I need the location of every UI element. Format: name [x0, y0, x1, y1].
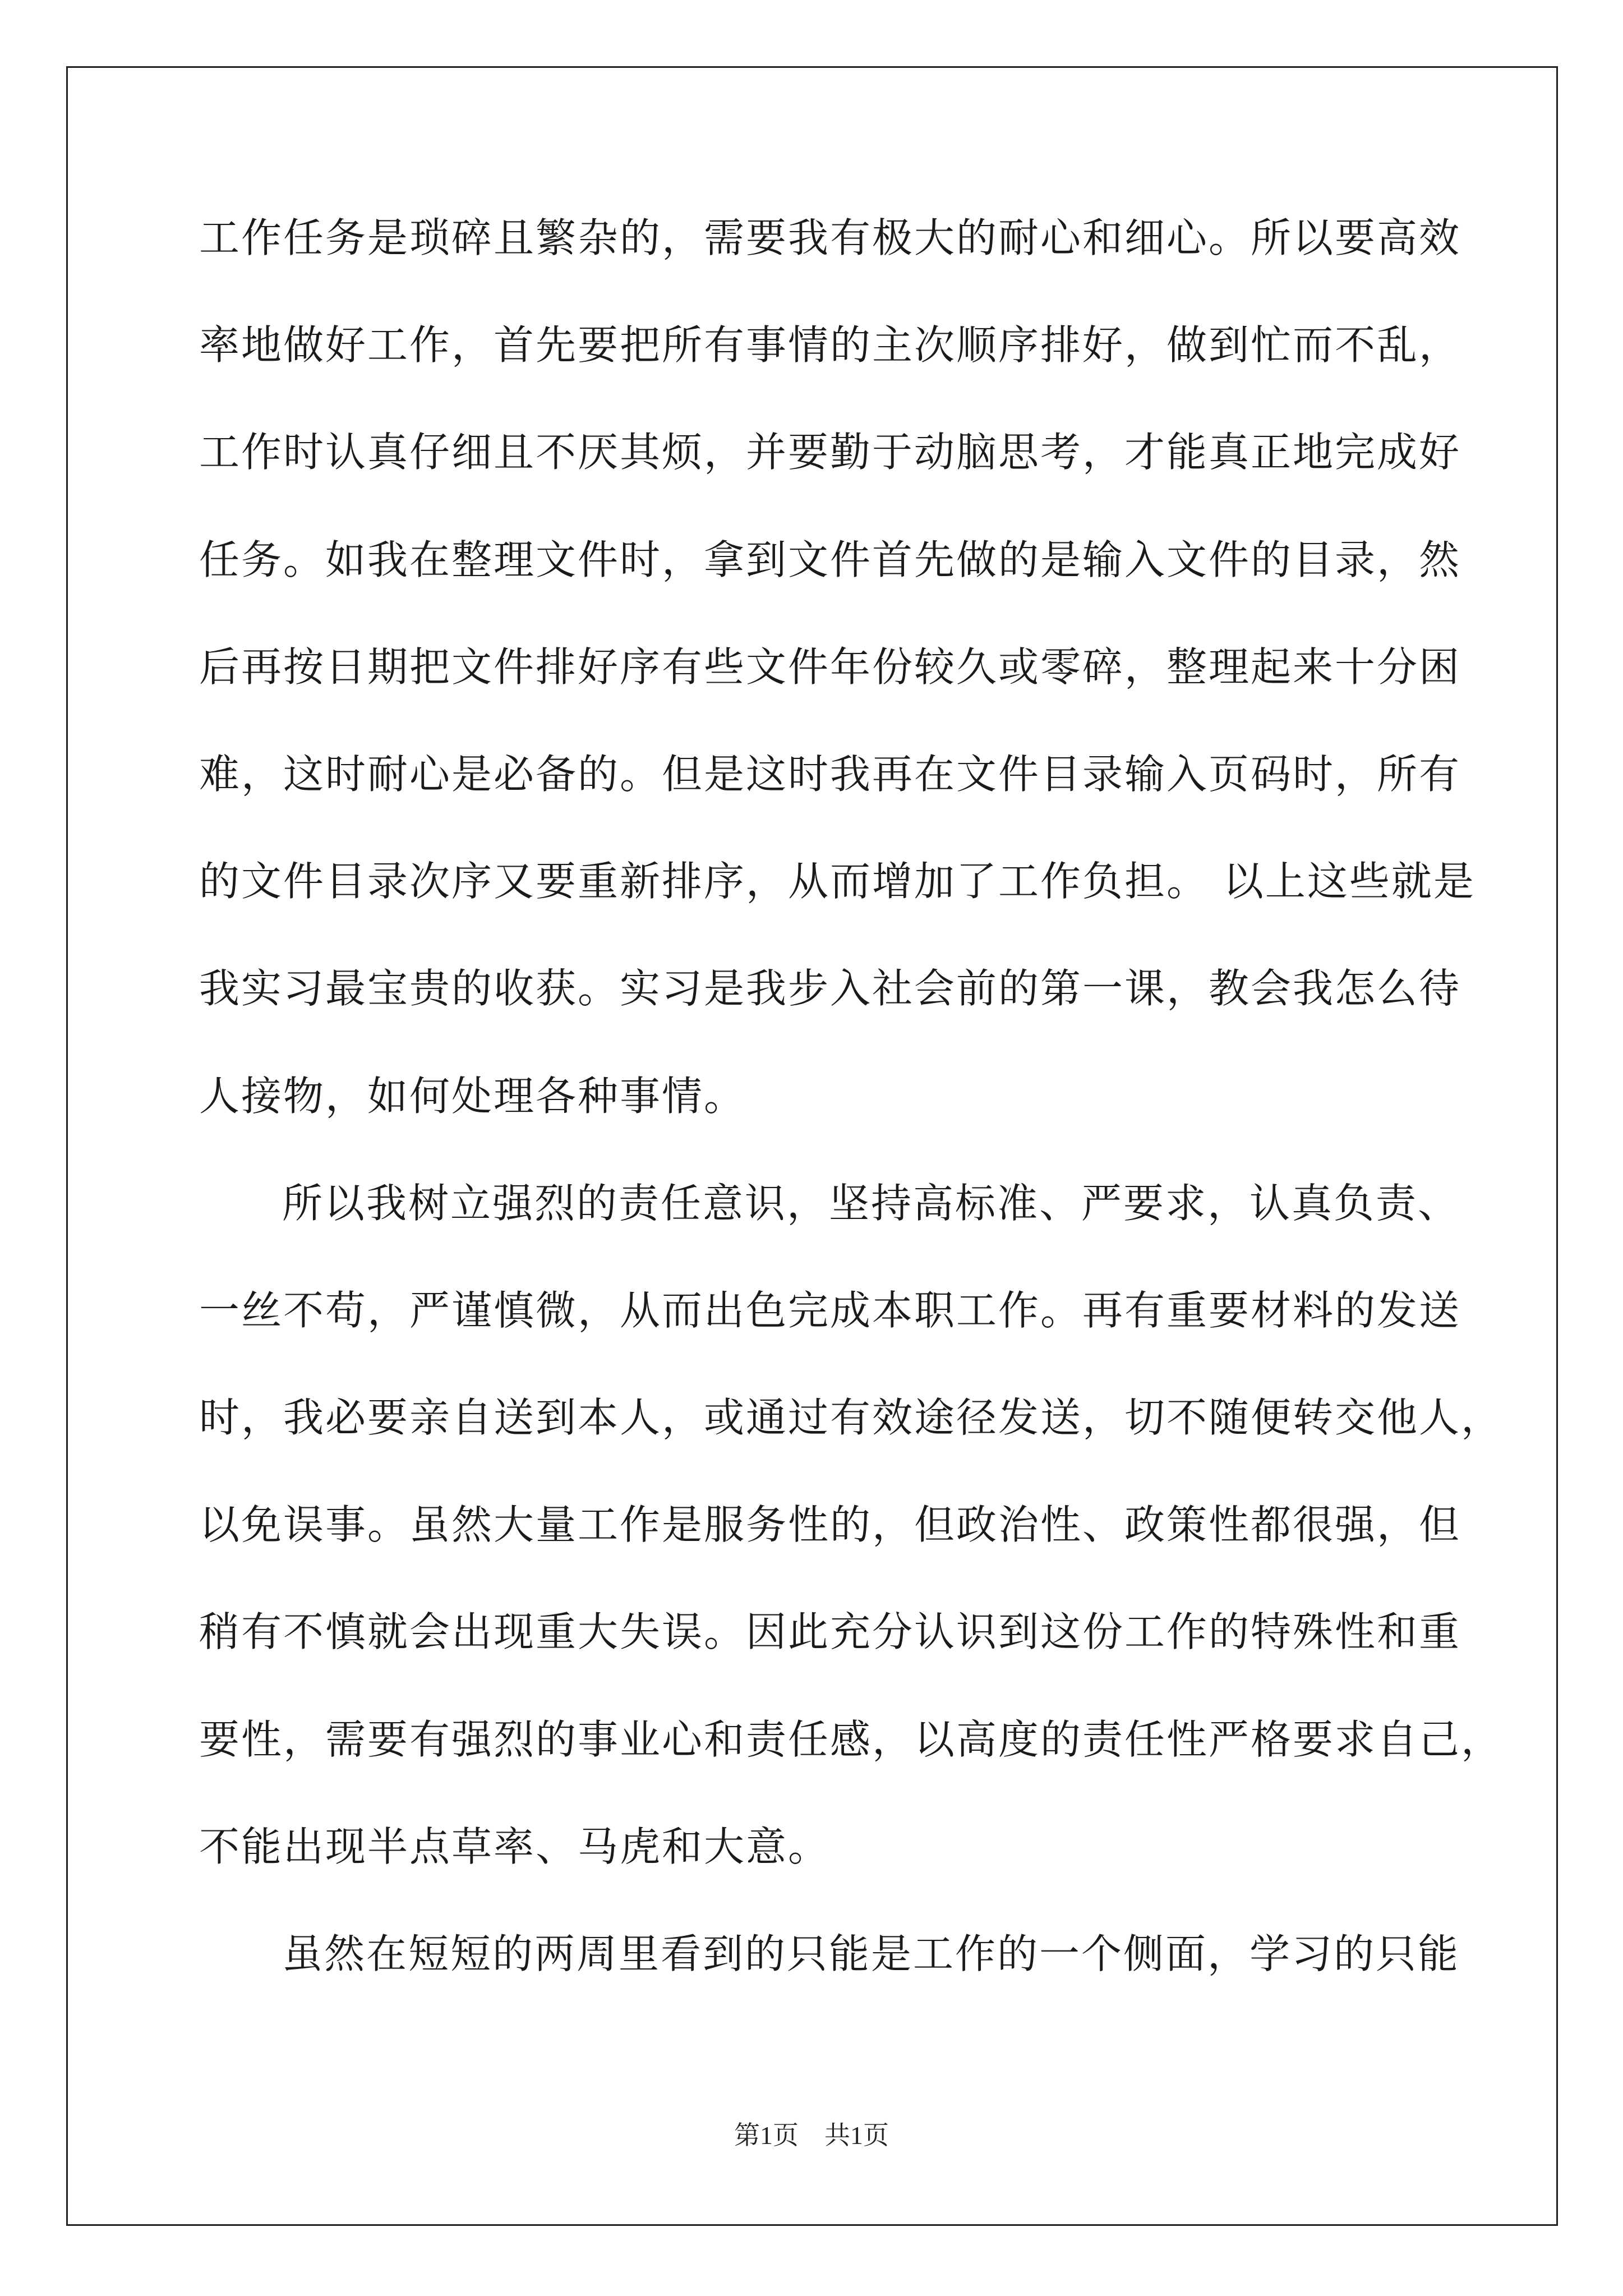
text-line: 的文件目录次序又要重新排序，从而增加了工作负担。 以上这些就是: [199, 858, 1476, 905]
text-line: 不能出现半点草率、马虎和大意。: [199, 1823, 831, 1870]
text-line: 一丝不苟，严谨慎微，从而出色完成本职工作。再有重要材料的发送: [199, 1286, 1461, 1334]
text-line: 工作任务是琐碎且繁杂的，需要我有极大的耐心和细心。所以要高效: [199, 214, 1461, 261]
text-line: 工作时认真仔细且不厌其烦，并要勤于动脑思考，才能真正地完成好: [199, 429, 1461, 476]
text-line: 所以我树立强烈的责任意识，坚持高标准、严要求，认真负责、: [282, 1179, 1460, 1227]
text-line: 后再按日期把文件排好序有些文件年份较久或零碎，整理起来十分困: [199, 643, 1461, 691]
document-body: [199, 214, 1504, 2041]
text-line: 虽然在短短的两周里看到的只能是工作的一个侧面，学习的只能: [282, 1930, 1460, 1977]
text-line: 时，我必要亲自送到本人，或通过有效途径发送，切不随便转交他人，: [199, 1394, 1504, 1442]
text-line: 稍有不慎就会出现重大失误。因此充分认识到这份工作的特殊性和重: [199, 1608, 1461, 1656]
text-line: 人接物，如何处理各种事情。: [199, 1072, 746, 1120]
text-line: 要性，需要有强烈的事业心和责任感，以高度的责任性严格要求自己，: [199, 1715, 1504, 1763]
page-footer: 第1页 共1页: [734, 2121, 889, 2150]
text-line: 率地做好工作，首先要把所有事情的主次顺序排好，做到忙而不乱，: [199, 321, 1461, 369]
text-line: 我实习最宝贵的收获。实习是我步入社会前的第一课，教会我怎么待: [199, 965, 1461, 1013]
text-line: 任务。如我在整理文件时，拿到文件首先做的是输入文件的目录，然: [199, 536, 1461, 583]
text-line: 以免误事。虽然大量工作是服务性的，但政治性、政策性都很强，但: [199, 1501, 1461, 1549]
text-line: 难，这时耐心是必备的。但是这时我再在文件目录输入页码时，所有: [199, 750, 1461, 798]
